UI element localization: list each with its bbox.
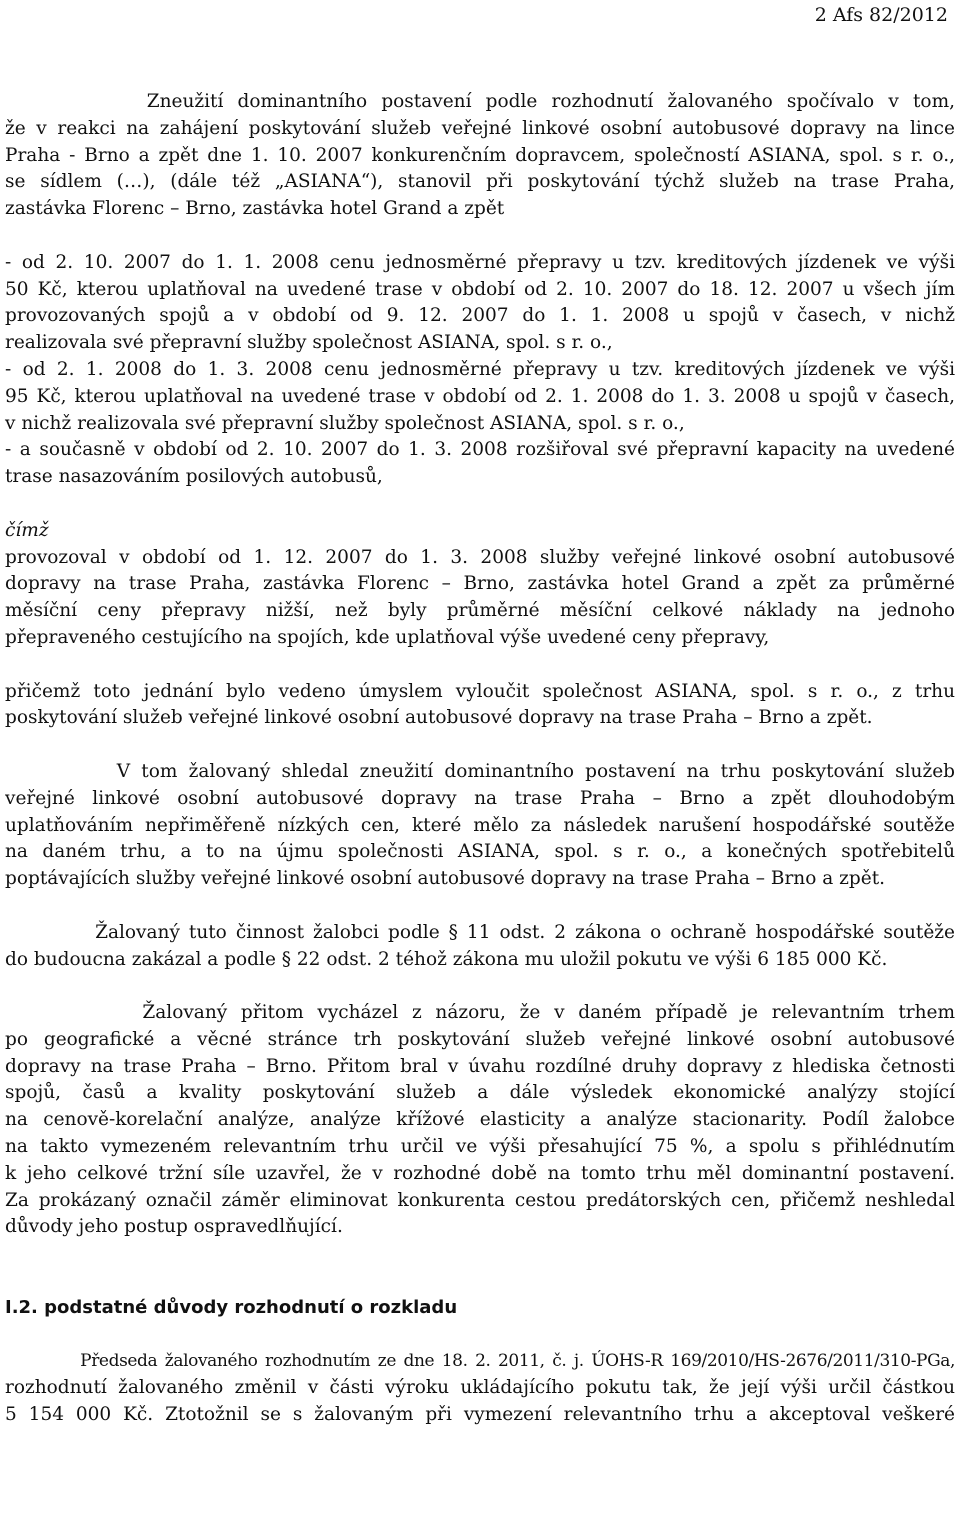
spacer [5,1241,955,1268]
text-line: že v reakci na zahájení poskytování služeb veřejné linkové osobní autobusové dopravy na lince [5,117,955,139]
text-line: V tom žalovaný shledal zneužití dominantního postavení na trhu poskytování služeb [5,760,955,782]
text-line: provozoval v období od 1. 12. 2007 do 1. 3. 2008 služby veřejné linkové osobní autobusové [5,546,955,568]
spacer [5,652,955,679]
spacer [5,223,955,250]
text-line: 50 Kč, kterou uplatňoval na uvedené trase v období od 2. 10. 2007 do 18. 12. 2007 u všech jím [5,278,955,300]
document-body [5,89,955,1429]
text-line: po geografické a věcné stránce trh poskytování služeb veřejné linkové osobní autobusové [5,1028,955,1050]
text-line: se sídlem (…), (dále též „ASIANA“), stanovil při poskytování týchž služeb na trase Praha, [5,171,955,193]
text-line: poptávajících služby veřejné linkové osobní autobusové dopravy na trase Praha – Brno a zpět. [5,868,886,890]
text-line: Žalovaný tuto činnost žalobci podle § 11 odst. 2 zákona o ochraně hospodářské soutěže [5,921,955,943]
paragraph-abuse-description [5,89,955,223]
text-line: Žalovaný přitom vycházel z názoru, že v daném případě je relevantním trhem [5,1002,955,1024]
text-line: Zneužití dominantního postavení podle rozhodnutí žalovaného spočívalo v tom, [5,91,955,112]
section-heading: I.2. podstatné důvody rozhodnutí o rozkladu [5,1296,458,1318]
text-line: měsíční ceny přepravy nižší, než byly průměrné měsíční celkové náklady na jednoho [5,600,955,622]
text-line: přičemž toto jednání bylo vedeno úmyslem vyloučit společnost ASIANA, spol. s r. o., z trhu [5,680,955,702]
text-line: realizovala své přepravní služby společnost ASIANA, spol. s r. o., [5,332,613,354]
text-line: Předseda žalovaného rozhodnutím ze dne 18. 2. 2011, č. j. ÚOHS-R 169/2010/HS-2676/2011/310-PGa, [5,1351,955,1372]
text-line: - a současně v období od 2. 10. 2007 do 1. 3. 2008 rozšiřoval své přepravní kapacity na uvedené [5,439,955,461]
text-line: veřejné linkové osobní autobusové dopravy na trase Praha – Brno a zpět dlouhodobým [5,787,955,809]
spacer [5,893,955,920]
text-line: spojů, časů a kvality poskytování služeb a dále výsledek ekonomické analýzy stojící [5,1082,955,1104]
text-line: Praha - Brno a zpět dne 1. 10. 2007 konkurenčním dopravcem, společností ASIANA, spol. s r. o., [5,144,955,166]
text-line: poskytování služeb veřejné linkové osobní autobusové dopravy na trase Praha – Brno a zpět. [5,707,873,729]
text-line: na cenově-korelační analýze, analýze křížové elasticity a analýze stacionarity. Podíl žalobce [5,1109,955,1131]
paragraph-intent [5,679,955,733]
paragraph-price-list [5,250,955,491]
paragraph-cimz [5,518,955,545]
spacer [5,732,955,759]
text-line: na takto vymezeném relevantním trhu určil ve výši přesahující 75 %, a spolu s přihlédnutím [5,1136,955,1158]
spacer [5,491,955,518]
text-line: provozovaných spojů a v období od 9. 12. 2007 do 1. 1. 2008 u spojů v časech, v nichž [5,305,955,327]
text-line: - od 2. 1. 2008 do 1. 3. 2008 cenu jednosměrné přepravy u tzv. kreditových jízdenek ve výši [5,358,955,380]
text-line: dopravy na trase Praha – Brno. Přitom bral v úvahu rozdílné druhy dopravy z hlediska četnosti [5,1055,955,1077]
text-line: 5 154 000 Kč. Ztotožnil se s žalovaným při vymezení relevantního trhu a akceptoval veškeré [5,1404,955,1426]
paragraph-relevant-market [5,1000,955,1241]
text-line: přepraveného cestujícího na spojích, kde uplatňoval výše uvedené ceny přepravy, [5,626,770,648]
text-line: čímž [5,519,49,541]
text-line: k jeho celkové tržní síle uzavřel, že v rozhodné době na tomto trhu měl dominantní postavení. [5,1162,955,1184]
text-line: trase nasazováním posilových autobusů, [5,466,383,488]
text-line: zastávka Florenc – Brno, zastávka hotel Grand a zpět [5,198,505,220]
text-line: na daném trhu, a to na újmu společnosti ASIANA, spol. s r. o., a konečných spotřebitelů [5,841,955,863]
text-line: v nichž realizovala své přepravní služby společnost ASIANA, spol. s r. o., [5,412,685,434]
text-line: rozhodnutí žalovaného změnil v části výroku ukládajícího pokutu tak, že její výši určil částkou [5,1377,955,1399]
text-line: dopravy na trase Praha, zastávka Florenc – Brno, zastávka hotel Grand a zpět za průměrné [5,573,955,595]
paragraph-penalty [5,920,955,974]
paragraph-finding [5,759,955,893]
spacer [5,973,955,1000]
paragraph-appeal [5,1348,955,1428]
paragraph-operated [5,545,955,652]
text-line: Za prokázaný označil záměr eliminovat konkurenta cestou predátorských cen, přičemž neshledal [5,1189,955,1211]
case-number: 2 Afs 82/2012 [814,4,948,26]
text-line: - od 2. 10. 2007 do 1. 1. 2008 cenu jednosměrné přepravy u tzv. kreditových jízdenek ve výši [5,251,955,273]
text-line: do budoucna zakázal a podle § 22 odst. 2 téhož zákona mu uložil pokutu ve výši 6 185 000 Kč. [5,948,888,970]
text-line: důvody jeho postup ospravedlňující. [5,1216,343,1238]
spacer [5,1268,955,1295]
text-line: uplatňováním nepřiměřeně nízkých cen, které mělo za následek narušení hospodářské soutěže [5,814,955,836]
spacer [5,1322,955,1349]
text-line: 95 Kč, kterou uplatňoval na uvedené trase v období od 2. 1. 2008 do 1. 3. 2008 u spojů v časech, [5,385,955,407]
